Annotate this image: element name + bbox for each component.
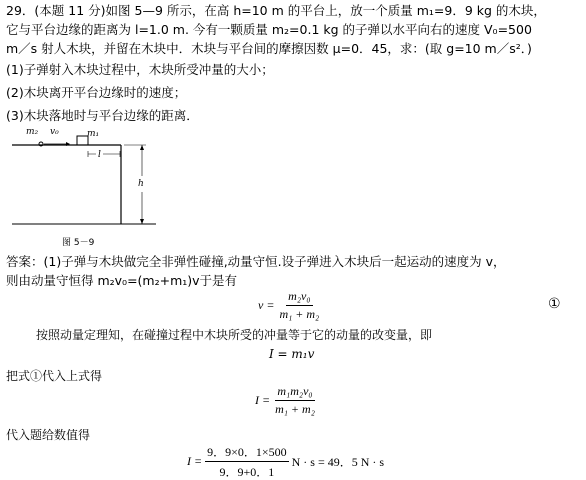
figure-caption: 图 5－9 [62, 238, 95, 248]
eq4-numerator: 9．9×0．1×500 [205, 443, 289, 462]
question-2: (2)木块离开平台边缘时的速度； [6, 85, 187, 100]
equation-2: I = m₁v [269, 347, 315, 361]
label-l: l [96, 147, 103, 163]
label-m1: m₁ [87, 129, 100, 139]
label-m2: m₂ [26, 127, 39, 137]
question-3: (3)木块落地时与平台边缘的距离． [6, 108, 199, 123]
eq1-marker: ① [548, 296, 561, 312]
equation-4 [187, 443, 384, 480]
answer-line-1: 答案：(1)子弹与木块做完全非弹性碰撞,动量守恒.设子弹进入木块后一起运动的速度为 v， [6, 254, 506, 269]
eq3-denominator: m₁ + m₂ [275, 402, 315, 416]
problem-line-2: 它与平台边缘的距离为 l=1.0 m. 今有一颗质量 m₂=0.1 kg 的子弹以水平向右的速度 V₀=500 [6, 22, 532, 37]
equation-1 [258, 289, 324, 322]
equation-3 [255, 384, 320, 417]
paragraph-3: 代入题给数值得 [6, 428, 91, 442]
eq4-denominator: 9．9+0．1 [219, 465, 275, 479]
eq3-numerator: m₁m₂v₀ [275, 384, 314, 401]
answer-line-2: 则由动量守恒得 m₂v₀=(m₂+m₁)v于是有 [6, 273, 238, 288]
eq4-lhs: I = [187, 454, 203, 468]
problem-line-1: 29．(本题 11 分)如图 5—9 所示，在高 h=10 m 的平台上，放一个质量 m₁=9．9 kg 的木块， [6, 3, 546, 18]
question-1: (1)子弹射入木块过程中，木块所受冲量的大小； [6, 62, 274, 77]
eq4-rhs: N · s = 49．5 N · s [291, 455, 385, 469]
paragraph-2: 把式①代入上式得 [6, 369, 103, 383]
problem-line-3: m／s 射人木块，并留在木块中．木块与平台间的摩擦因数 μ=0．45，求：(取 g=10 m／s²．) [6, 41, 532, 56]
paragraph-1: 按照动量定理知，在碰撞过程中木块所受的冲量等于它的动量的改变量，即 [36, 328, 433, 342]
eq3-lhs: I = [255, 393, 271, 407]
figure-5-9 [6, 124, 156, 244]
eq1-numerator: m₂v₀ [286, 289, 312, 306]
eq1-denominator: m₁ + m₂ [279, 307, 320, 321]
label-v0: v₀ [50, 127, 59, 137]
label-h: h [138, 176, 144, 192]
eq1-lhs: v = [258, 298, 275, 312]
